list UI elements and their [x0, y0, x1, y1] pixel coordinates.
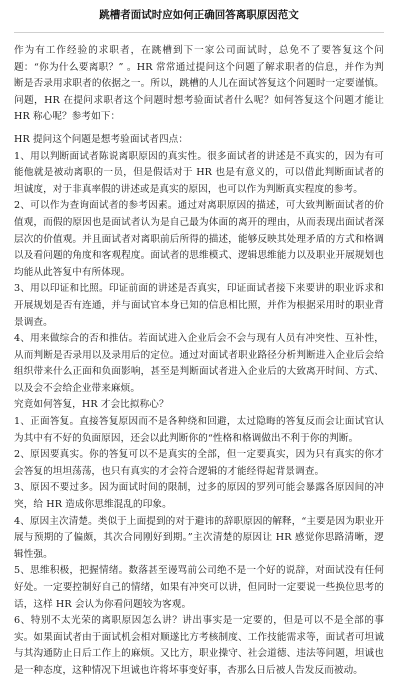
document-title: 跳槽者面试时应如何正确回答离职原因范文 [99, 9, 299, 21]
body-paragraph: 2、原因要真实。你的答复可以不是真实的全部，但一定要真实，因为只有真实的你才会答复的坦坦荡荡，也只有真实的才会符合逻辑的才能经得起背景调查。 [14, 449, 384, 477]
body-paragraph: 2、可以作为查询面试者的参考因素。通过对离职原因的描述，可大致判断面试者的价值观，而假的原因也是面试者认为是自己最为体面的离开的理由，从而表现出面试者深层次的价值观。并且面试者对离职前后所得的描述，能够反映其处理矛盾的方式和格调以及看问题的角度和客观程度。面试者的思维模式、逻辑思维能力以及职业开展规划也均能从此答复中有所体现。 [14, 200, 384, 278]
body-paragraph: 3、原因不要过多。因为面试时间的限制，过多的原因的罗列可能会暴露各原因间的冲突，给 HR 造成你思维混乱的印象。 [14, 482, 384, 511]
section-heading: HR 提问这个问题是想考验面试者四点： [14, 133, 189, 145]
section-heading: 究竟如何答复，HR 才会比拟称心？ [14, 399, 169, 411]
body-paragraph: 3、用以印证和比照。印证前面的讲述是否真实，印证面试者接下来要讲的职业诉求和开展规划是否有连通，并与面试官本身已知的信息相比照，并作为根据采用时的职业背景调查。 [14, 283, 384, 328]
intro-paragraph: 作为有工作经验的求职者，在跳槽到下一家公司面试时，总免不了要答复这个问题：“你为什么要离职？” 。HR 常常通过提问这个问题了解求职者的信息，并作为判断是否录用求职者的依据之一。所以，跳槽的人儿在面试答复这个问题时一定要谨慎。问题，HR 在提问求职者这个问题时想考验面试者什么呢？如何答复这个问题才能让 HR 称心呢？参考如下： [14, 45, 384, 123]
body-paragraph: 4、用来做综合的否和推估。若面试进入企业后会不会与现有人员有冲突性、互补性，从而判断是否录用以及录用后的定位。通过对面试者职业路径分析判断进入企业后会给组织带来什么正面和负面影响，甚至是判断面试者进入企业后的大致离开时间、方式、以及会不会给企业带来麻烦。 [14, 333, 384, 394]
body-paragraph: 4、原因主次清楚。类似于上面提到的对于避讳的辞职原因的解释，“主要是因为职业开展与预期的了偏颇，其次合同刚好到期。”主次清楚的原因让 HR 感觉你思路清晰，逻辑性强。 [14, 515, 384, 560]
body-paragraph: 1、正面答复。直接答复原因而不是各种绕和回避，太过隐晦的答复反而会让面试官认为其中有不好的负面原因，还会以此判断你的“性格和格调做出不利于你的判断。 [14, 416, 384, 444]
body-paragraph: 1、用以判断面试者陈说离职原因的真实性。很多面试者的讲述是不真实的，因为有可能他就是被动离职的一员，但是假话对于 HR 也是有意义的，可以借此判断面试者的坦诚度，对于非真率假的讲述或是真实的原因，也可以作为判断真实程度的参考。 [14, 150, 384, 195]
title-divider [14, 32, 384, 33]
body-paragraph: 6、特别不太光荣的离职原因怎么讲？讲出事实是一定要的，但是可以不是全部的事实。如果面试者由于面试机会相对顺遂比方考核制度、工作技能需求等，面试者可坦诚与其沟通防止日后工作上的麻烦。又比方，职业操守、社会道德、违法等问题，坦诚也是一种态度，这种情况下坦诚也许将坏事变好事，杏那么日后被人告发反而被动。 [14, 615, 384, 676]
body-paragraph: 5、思维积极，把握情绪。数落甚至谩骂前公司绝不是一个好的说辞，对面试没有任何好处。一定要控制好自己的情绪，如果有冲突可以讲，但同时一定要说一些换位思考的话，这样 HR 会认为你看问题较为客观。 [14, 565, 384, 610]
